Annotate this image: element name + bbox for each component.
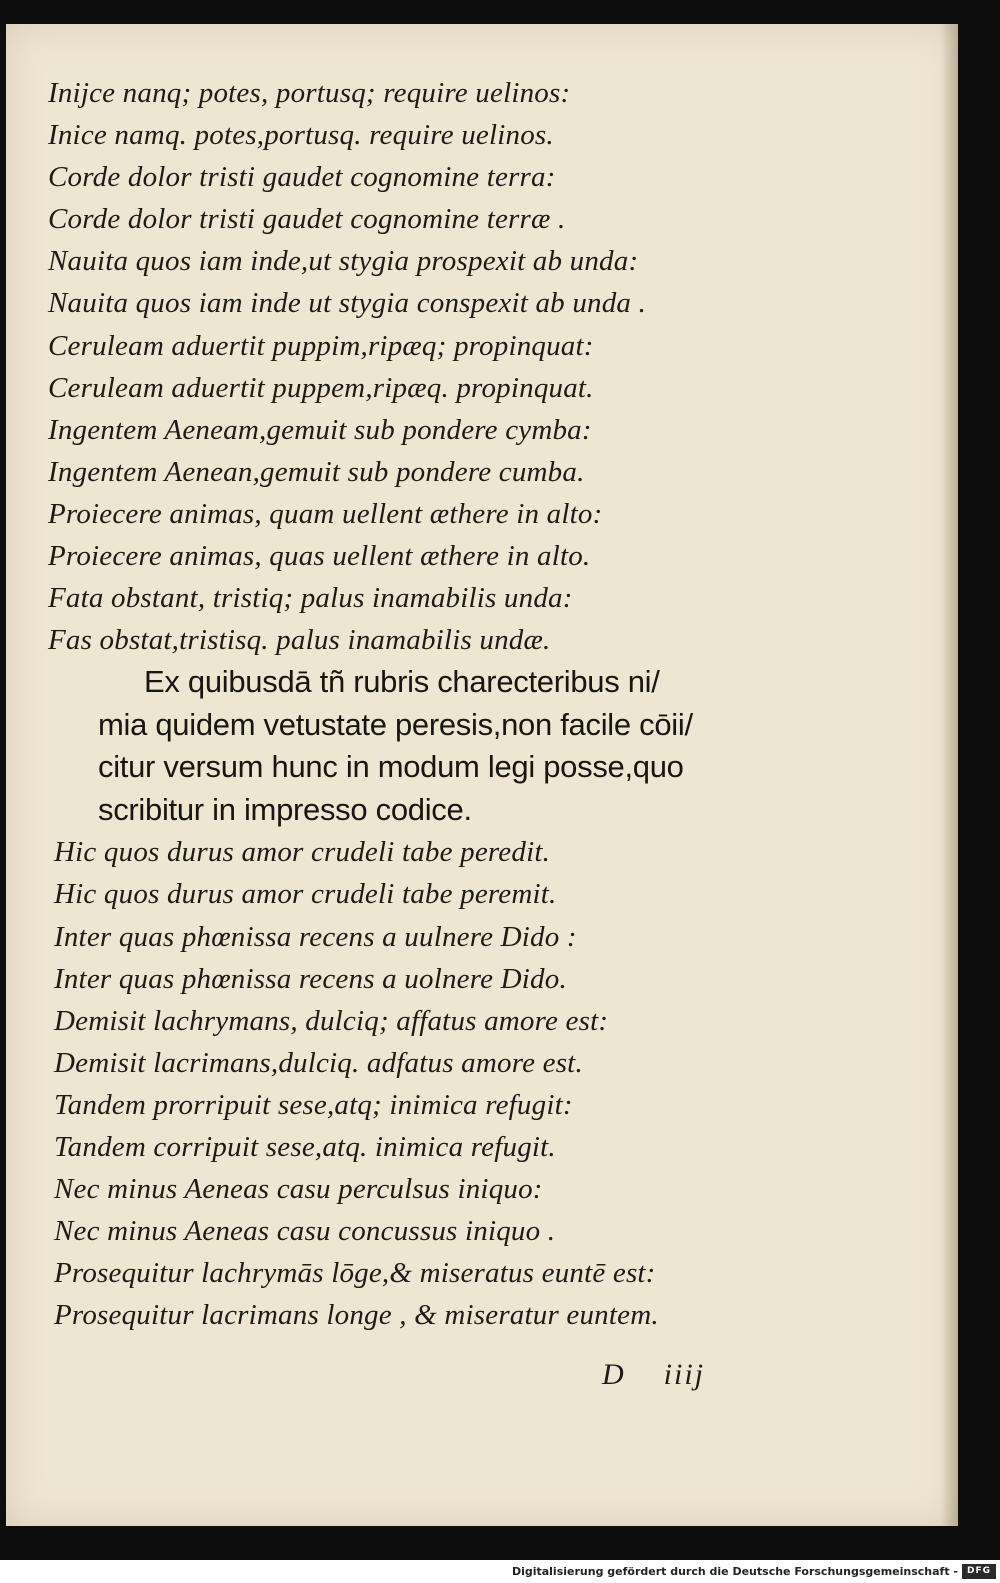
verse-line: Tandem prorripuit sese,atq; inimica refugit: xyxy=(54,1088,573,1121)
verse-line: Hic quos durus amor crudeli tabe peremit. xyxy=(54,878,557,911)
signature-letter: D xyxy=(602,1358,626,1391)
verse-line: Inter quas phœnissa recens a uolnere Dido. xyxy=(54,962,567,995)
verse-line: Demisit lacrimans,dulciq. adfatus amore est. xyxy=(54,1046,583,1079)
verse-line: Corde dolor tristi gaudet cognomine terræ . xyxy=(48,203,566,236)
verse-line: Ingentem Aeneam,gemuit sub pondere cymba: xyxy=(48,413,592,446)
verse-line: Hic quos durus amor crudeli tabe peredit. xyxy=(54,836,551,869)
verse-line: Fata obstant, tristiq; palus inamabilis unda: xyxy=(48,582,573,615)
verse-line: Tandem corripuit sese,atq. inimica refugit. xyxy=(54,1130,556,1163)
prose-paragraph xyxy=(98,661,798,831)
verse-line: Ceruleam aduertit puppem,ripæq. propinquat. xyxy=(48,371,594,404)
verse-line: Nauita quos iam inde ut stygia conspexit ab unda . xyxy=(48,287,647,320)
prose-line: Ex quibusdā tñ rubris charecteribus ni/ xyxy=(144,664,660,700)
prose-line: mia quidem vetustate peresis,non facile cōii/ xyxy=(98,706,693,742)
verse-line: Prosequitur lachrymās lōge,& miseratus euntē est: xyxy=(54,1257,656,1290)
page-edge-shadow xyxy=(940,24,958,1526)
signature-mark xyxy=(602,1358,705,1392)
verse-line: Corde dolor tristi gaudet cognomine terra: xyxy=(48,161,556,194)
verse-line: Nauita quos iam inde,ut stygia prospexit ab unda: xyxy=(48,245,639,278)
verse-line: Inter quas phœnissa recens a uulnere Dido : xyxy=(54,920,577,953)
funding-credit: Digitalisierung gefördert durch die Deutsche Forschungsgemeinschaft - xyxy=(511,1565,958,1578)
prose-line: citur versum hunc in modum legi posse,quo xyxy=(98,749,684,785)
verse-line: Prosequitur lacrimans longe , & miseratur euntem. xyxy=(54,1299,659,1332)
verse-line: Nec minus Aeneas casu concussus iniquo . xyxy=(54,1215,556,1248)
verse-line: Proiecere animas, quam uellent æthere in alto: xyxy=(48,497,603,530)
page-text xyxy=(48,72,848,1336)
verse-line: Proiecere animas, quas uellent æthere in alto. xyxy=(48,540,591,573)
verse-line: Fas obstat,tristisq. palus inamabilis undæ. xyxy=(48,624,551,657)
prose-line: scribitur in impresso codice. xyxy=(98,791,472,827)
verse-line: Inijce nanq; potes, portusq; require uelinos: xyxy=(48,77,571,109)
verse-line: Inice namq. potes,portusq. require uelinos. xyxy=(48,119,554,152)
signature-number: iiij xyxy=(663,1358,706,1391)
verse-line: Nec minus Aeneas casu perculsus iniquo: xyxy=(54,1173,543,1206)
verse-line: Ceruleam aduertit puppim,ripæq; propinquat: xyxy=(48,329,594,362)
dfg-logo: DFG xyxy=(962,1564,996,1579)
verse-line: Demisit lachrymans, dulciq; affatus amore est: xyxy=(54,1004,609,1037)
verse-line: Ingentem Aenean,gemuit sub pondere cumba. xyxy=(48,455,585,488)
